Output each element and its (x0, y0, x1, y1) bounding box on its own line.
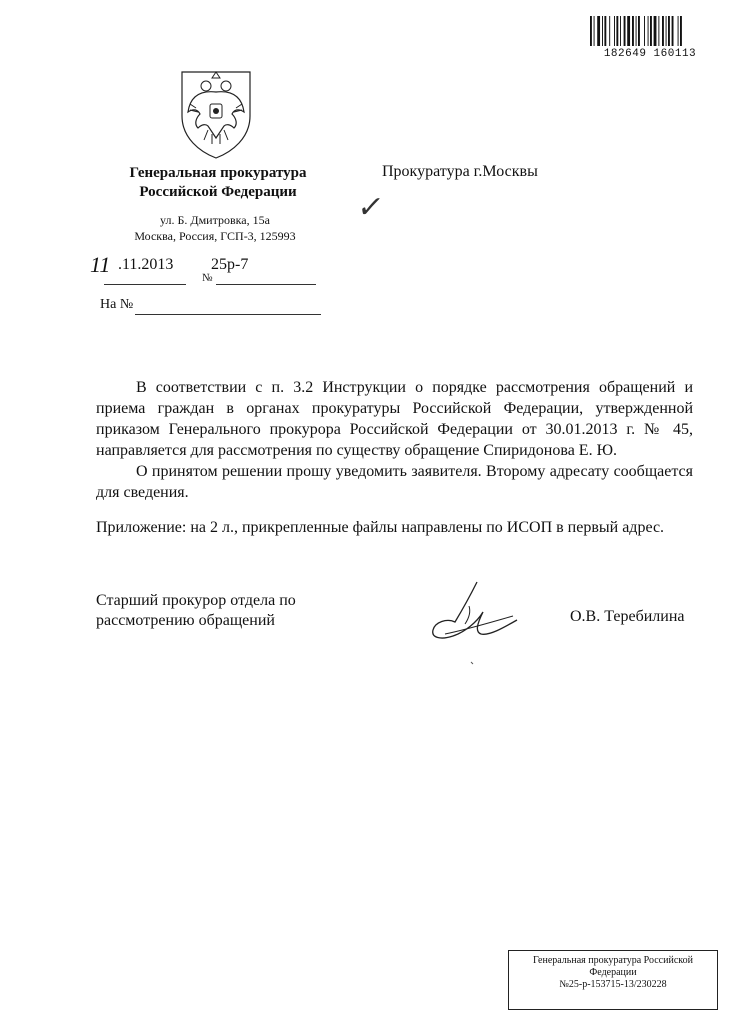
signer-position-line2: рассмотрению обращений (96, 612, 275, 629)
signer-position-line1: Старший прокурор отдела по (96, 592, 296, 609)
stamp-line1: Генеральная прокуратура Российской (533, 955, 693, 966)
number-sign: № (202, 272, 213, 284)
signer-name: О.В. Теребилина (570, 608, 685, 625)
sender-org-line2: Российской Федерации (139, 184, 297, 200)
russian-coat-of-arms-icon (168, 64, 264, 160)
barcode-number: 182649 160113 (603, 48, 697, 60)
outgoing-number: 25р-7 (211, 256, 249, 273)
handwritten-signature (425, 578, 525, 668)
body-paragraph-2: О принятом решении прошу уведомить заявителя. Второму адресату сообщается для сведения. (96, 463, 693, 501)
date-handwritten: 11 (90, 252, 111, 277)
body-paragraph-1: В соответствии с п. 3.2 Инструкции о порядке рассмотрения обращений и приема граждан в органах прокуратуры Российской Федерации, утвержденной приказом Генерального прокурора Российской Федерации от 30.01.2013 г. № 45, направляется для рассмотрения по существу обращение Спиридонова Е. Ю. (96, 379, 693, 459)
letter-body (96, 377, 693, 503)
sender-address-line1: ул. Б. Дмитровка, 15а (160, 213, 270, 227)
date-printed: .11.2013 (118, 256, 174, 273)
signer-position (96, 591, 356, 631)
sender-org-line1: Генеральная прокуратура (129, 165, 307, 181)
stamp-line3: №25-р-153715-13/230228 (559, 979, 667, 990)
date-underline (104, 284, 186, 285)
number-underline (216, 284, 316, 285)
sender-address-line2: Москва, Россия, ГСП-3, 125993 (134, 229, 296, 243)
sender-address (110, 212, 320, 244)
recipient-name: Прокуратура г.Москвы (382, 163, 538, 180)
reference-underline (135, 314, 321, 315)
stamp-line2: Федерации (589, 967, 637, 978)
sender-organization (104, 164, 332, 202)
registration-stamp (508, 950, 718, 1010)
barcode-bars (590, 16, 710, 50)
attachment-note: Приложение: на 2 л., прикрепленные файлы направлены по ИСОП в первый адрес. (96, 519, 665, 536)
reference-label: На № (100, 297, 134, 312)
checkmark-icon: ✓ (354, 190, 387, 225)
